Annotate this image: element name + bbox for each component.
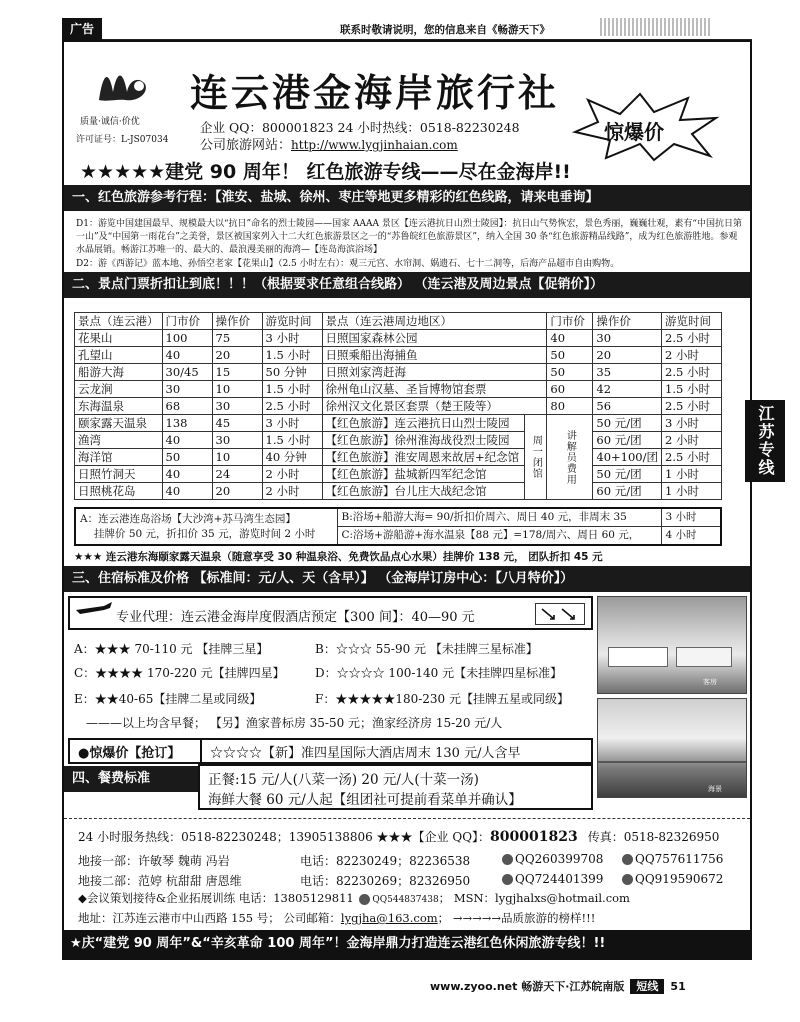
table-row <box>75 483 722 500</box>
table-cell: 20 <box>212 483 262 500</box>
table-header-cell: 操作价 <box>212 313 262 330</box>
company-name: 连云港金海岸旅行社 <box>190 71 560 115</box>
table-cell: 3 小时 <box>262 330 322 347</box>
dept2-qq2-text: QQ919590672 <box>635 872 724 886</box>
table-header-cell: 景点（连云港周边地区） <box>322 313 547 330</box>
table-cell: 40 <box>162 466 212 483</box>
table-cell: 徐州龟山汉墓、圣旨博物馆套票 <box>322 381 547 398</box>
table-cell: 船游大海 <box>75 364 163 381</box>
section4-header: 四、餐费标准 <box>64 766 198 792</box>
price-burst-label: 惊爆价 <box>604 120 664 144</box>
table-header-cell: 游览时间 <box>662 313 722 330</box>
meal-rate-line1: 正餐:15 元/人(八菜一汤) 20 元/人(十菜一汤) <box>208 772 479 788</box>
table-cell: 15 <box>212 364 262 381</box>
package-c: C:浴场+游船游+海水温泉【88 元】=178/周六、周日 60 元， <box>337 527 661 546</box>
dept2-phone: 电话：82230269；82326950 <box>300 874 471 888</box>
meeting-qq: QQ544837438 <box>372 895 439 905</box>
hotel-room-photo <box>597 596 747 694</box>
table-cell: 30 <box>212 398 262 415</box>
table-cell: 20 <box>212 347 262 364</box>
table-cell: 10 <box>212 381 262 398</box>
deal-text: ☆☆☆☆【新】准四星国际大酒店周末 130 元/人含早 <box>210 746 521 761</box>
section1-header: 一、红色旅游参考行程：【淮安、盐城、徐州、枣庄等地更多精彩的红色线路，请来电垂询】 <box>64 185 750 211</box>
dept2-qq1-text: QQ724401399 <box>515 872 604 886</box>
table-header-cell: 操作价 <box>593 313 662 330</box>
table-cell: 1 小时 <box>662 483 722 500</box>
table-cell: 50 <box>162 449 212 466</box>
table-header-cell: 门市价 <box>547 313 593 330</box>
table-cell: 60 <box>547 381 593 398</box>
table-cell: 45 <box>212 415 262 432</box>
footer-site: www.zyoo.net <box>430 980 518 993</box>
memorial-note-guide <box>547 415 593 500</box>
table-cell: 50 <box>547 347 593 364</box>
table-cell: 68 <box>162 398 212 415</box>
address-text: 地址：江苏连云港市中山西路 155 号； 公司邮箱： <box>78 911 341 925</box>
dept1-qq2-text: QQ757611756 <box>635 852 724 866</box>
license-no: 许可证号：L-JS07034 <box>76 135 169 145</box>
table-cell: 50 分钟 <box>262 364 322 381</box>
table-cell: 日照刘家湾赶海 <box>322 364 547 381</box>
table-row <box>75 415 722 432</box>
side-tab: 江苏专线 <box>745 400 785 482</box>
website-link[interactable]: http://www.lygjinhaian.com <box>291 138 458 152</box>
dept1-qq1 <box>500 852 603 866</box>
down-right-arrows-icon <box>540 607 580 621</box>
website-prefix: 公司旅游网站： <box>200 138 292 153</box>
hotline-line <box>78 828 719 845</box>
airplane-icon <box>74 600 114 616</box>
section3-header: 三、住宿标准及价格 【标准间：元/人、天（含早）】 （金海岸订房中心：【八月特价】） <box>64 566 750 592</box>
table-cell: 2 小时 <box>262 466 322 483</box>
footer-tag: 短线 <box>630 979 664 994</box>
table-cell: 【红色旅游】盐城新四军纪念馆 <box>322 466 525 483</box>
table-cell: 10 <box>212 449 262 466</box>
table-cell: 2.5 小时 <box>662 398 722 415</box>
company-logo-icon <box>95 62 155 108</box>
seaview-caption: 海景 <box>708 785 722 793</box>
hotline-text: 24 小时服务热线：0518-82230248；13905138806 ★★★【企业 QQ】： <box>78 830 491 844</box>
meeting-line <box>78 890 630 906</box>
table-cell: 24 <box>212 466 262 483</box>
footer-magazine: 畅游天下·江苏皖南版 <box>521 980 625 993</box>
qq-icon <box>622 874 633 885</box>
table-cell: 【红色旅游】连云港抗日山烈士陵园 <box>322 415 525 432</box>
table-cell: 1.5 小时 <box>262 381 322 398</box>
qq-hotline: 企业 QQ：800001823 24 小时热线：0518-82230248 <box>200 120 520 135</box>
package-a <box>75 508 337 545</box>
meal-rate-line2: 海鲜大餐 60 元/人起【组团社可提前看菜单并确认】 <box>208 792 522 808</box>
memorial-note-closed-text: 周一闭馆 <box>530 435 542 479</box>
package-a-line2: 挂牌价 50 元，折扣价 35 元，游览时间 2 小时 <box>94 527 316 540</box>
itinerary-day2: D2：游《西游记》蓝本地、孙悟空老家【花果山】（2.5 小时左右）：观三元宫、水帘洞、娲遗石、七十二洞等，后海产品超市自由购物。 <box>76 259 620 269</box>
ad-label: 广告 <box>62 18 102 40</box>
page-number: 51 <box>670 980 686 993</box>
table-cell: 日照国家森林公园 <box>322 330 547 347</box>
table-cell: 40+100/团 <box>593 449 662 466</box>
table-cell: 花果山 <box>75 330 163 347</box>
table-cell: 75 <box>212 330 262 347</box>
table-row <box>75 398 722 415</box>
table-cell: 50 元/团 <box>593 466 662 483</box>
dept1-phone: 电话：82230249；82236538 <box>300 854 471 868</box>
table-cell: 2.5 小时 <box>662 364 722 381</box>
table-row <box>75 330 722 347</box>
table-header-cell: 游览时间 <box>262 313 322 330</box>
section2-header: 二、景点门票折扣让到底！！！（根据要求任意组合线路） （连云港及周边景点【促销价】） <box>64 272 750 298</box>
table-cell: 日照竹洞天 <box>75 466 163 483</box>
slogan: ★★★★★建党 90 周年！ 红色旅游专线——尽在金海岸!! <box>80 161 571 183</box>
dept1-staff: 地接一部：许敏琴 魏萌 冯岩 <box>78 854 230 868</box>
table-cell: 云龙涧 <box>75 381 163 398</box>
table-cell: 3 小时 <box>662 415 722 432</box>
package-b: B:浴场+船游大海= 90/折扣价周六、周日 40 元，非周末 35 <box>337 508 661 527</box>
table-cell: 60 元/团 <box>593 432 662 449</box>
address-line <box>78 910 595 926</box>
table-cell: 138 <box>162 415 212 432</box>
meeting-text: ◆会议策划接待&企业拓展训练 电话：13805129811 <box>78 891 354 905</box>
address-tail: ； →→→→→品质旅游的榜样!!! <box>437 911 596 925</box>
table-header-cell: 景点（连云港） <box>75 313 163 330</box>
source-note: 联系时敬请说明，您的信息来自《畅游天下》 <box>340 24 550 36</box>
hotline-qq: 800001823 <box>490 829 578 845</box>
table-cell: 渔湾 <box>75 432 163 449</box>
table-cell: 2.5 小时 <box>662 449 722 466</box>
table-cell: 徐州汉文化景区套票（楚王陵等） <box>322 398 547 415</box>
table-cell: 东海温泉 <box>75 398 163 415</box>
table-row <box>75 508 721 527</box>
table-header-cell: 门市价 <box>162 313 212 330</box>
package-table <box>74 507 722 546</box>
table-cell: 80 <box>547 398 593 415</box>
bottom-banner: ★庆“建党 90 周年”&“辛亥革命 100 周年”！金海岸鼎力打造连云港红色休闲旅游专线！!! <box>64 930 750 958</box>
table-header-row <box>75 313 722 330</box>
motto: 质量·诚信·价优 <box>80 117 140 127</box>
table-cell: 30 <box>212 432 262 449</box>
table-cell: 海洋馆 <box>75 449 163 466</box>
table-cell: 56 <box>593 398 662 415</box>
dept2-staff: 地接二部：范婷 杭甜甜 唐恩维 <box>78 874 242 888</box>
room-rate-f: F：★★★★★180-230 元【挂牌五星或同级】 <box>315 692 570 706</box>
table-cell: 1.5 小时 <box>262 347 322 364</box>
table-cell: 40 <box>162 483 212 500</box>
dept2-qq2 <box>620 872 723 886</box>
room-rate-b: B：☆☆☆ 55-90 元 【未挂牌三星标准】 <box>315 642 538 656</box>
table-cell: 1 小时 <box>662 466 722 483</box>
table-cell: 2.5 小时 <box>262 398 322 415</box>
table-cell: 【红色旅游】台儿庄大战纪念馆 <box>322 483 525 500</box>
qq-icon <box>359 894 370 905</box>
room-rate-d: D：☆☆☆☆ 100-140 元【未挂牌四星标准】 <box>315 666 563 680</box>
page-footer <box>430 978 686 994</box>
table-cell: 1.5 小时 <box>262 432 322 449</box>
table-cell: 2.5 小时 <box>662 330 722 347</box>
table-cell: 2 小时 <box>262 483 322 500</box>
fax: 传真：0518-82326950 <box>587 830 720 844</box>
table-row <box>75 381 722 398</box>
qq-icon <box>502 854 513 865</box>
qq-icon <box>502 874 513 885</box>
seaview-photo <box>597 698 747 798</box>
table-cell: 日照桃花岛 <box>75 483 163 500</box>
dept1-qq1-text: QQ260399708 <box>515 852 604 866</box>
table-row <box>75 466 722 483</box>
table-cell: 30/45 <box>162 364 212 381</box>
table-cell: 2 小时 <box>662 347 722 364</box>
dept1-qq2 <box>620 852 723 866</box>
table-cell: 颐家露天温泉 <box>75 415 163 432</box>
table-cell: 【红色旅游】淮安周恩来故居+纪念馆 <box>322 449 525 466</box>
msn: ； MSN：lygjhalxs@hotmail.com <box>438 891 630 905</box>
table-cell: 30 <box>593 330 662 347</box>
ticket-price-table <box>74 312 722 500</box>
table-cell: 日照乘船出海捕鱼 <box>322 347 547 364</box>
memorial-note-guide-text: 讲解员费用 <box>564 429 576 485</box>
table-cell: 35 <box>593 364 662 381</box>
deal-divider <box>200 738 202 764</box>
hot-spring-note: ★★★ 连云港东海颐家露天温泉（随意享受 30 种温泉浴、免费饮品点心水果）挂牌价 138 元， 团队折扣 45 元 <box>74 551 603 563</box>
table-cell: 42 <box>593 381 662 398</box>
package-a-line1: A：连云港连岛浴场【大沙湾+苏马湾生态园】 <box>80 512 296 525</box>
room-rate-a: A：★★★ 70-110 元 【挂牌三星】 <box>74 642 269 656</box>
table-cell: 40 <box>162 432 212 449</box>
table-row <box>75 364 722 381</box>
dept2-qq1 <box>500 872 603 886</box>
memorial-note-closed <box>525 415 547 500</box>
table-cell: 2 小时 <box>662 432 722 449</box>
table-cell: 【红色旅游】徐州淮海战役烈士陵园 <box>322 432 525 449</box>
table-cell: 40 分钟 <box>262 449 322 466</box>
header-hatch <box>600 18 710 36</box>
table-cell: 50 元/团 <box>593 415 662 432</box>
room-rate-e: E：★★40-65【挂牌二星或同级】 <box>74 692 262 706</box>
room-rate-c: C：★★★★ 170-220 元【挂牌四星】 <box>74 666 285 680</box>
breakfast-note: ———以上均含早餐； 【另】渔家普标房 35-50 元；渔家经济房 15-20 元/人 <box>86 716 503 730</box>
contact-divider <box>64 818 750 819</box>
table-cell: 50 <box>547 364 593 381</box>
website-line <box>200 134 458 153</box>
table-cell: 3 小时 <box>262 415 322 432</box>
qq-icon <box>622 854 633 865</box>
table-row <box>75 432 722 449</box>
agent-text: 专业代理：连云港金海岸度假酒店预定【300 间】：40—90 元 <box>116 610 475 625</box>
hotel-room-caption: 客房 <box>703 678 717 686</box>
table-row <box>75 347 722 364</box>
table-cell: 40 <box>162 347 212 364</box>
table-cell: 30 <box>162 381 212 398</box>
package-c-time: 4 小时 <box>661 527 721 546</box>
deal-label: ●惊爆价【抢订】 <box>78 746 181 761</box>
table-cell: 孔望山 <box>75 347 163 364</box>
table-row <box>75 449 722 466</box>
package-b-time: 3 小时 <box>661 508 721 527</box>
table-cell: 100 <box>162 330 212 347</box>
table-cell: 40 <box>547 330 593 347</box>
table-cell: 60 元/团 <box>593 483 662 500</box>
email-link[interactable]: lygjha@163.com <box>340 911 438 925</box>
table-cell: 20 <box>593 347 662 364</box>
itinerary-day1: D1：游览中国建国最早、规模最大以“抗日”命名的烈士陵园——国家 AAAA 景区【连云港抗日山烈士陵园】：抗日山气势恢宏，景色秀丽，巍巍壮观，素有“中国抗日第一山”及“中国第一雨花台”之美誉，景区被国家列入十二大红色旅游景区之一的“苏鲁皖红色旅游景区”，纳入全国 30 条“红色旅游精品线路”，成为红色旅游胜地。参观水晶展销。畅游江苏唯一的、最大的、最浪漫美丽的海湾—【连岛海滨浴场】 <box>76 219 742 255</box>
table-cell: 1.5 小时 <box>662 381 722 398</box>
